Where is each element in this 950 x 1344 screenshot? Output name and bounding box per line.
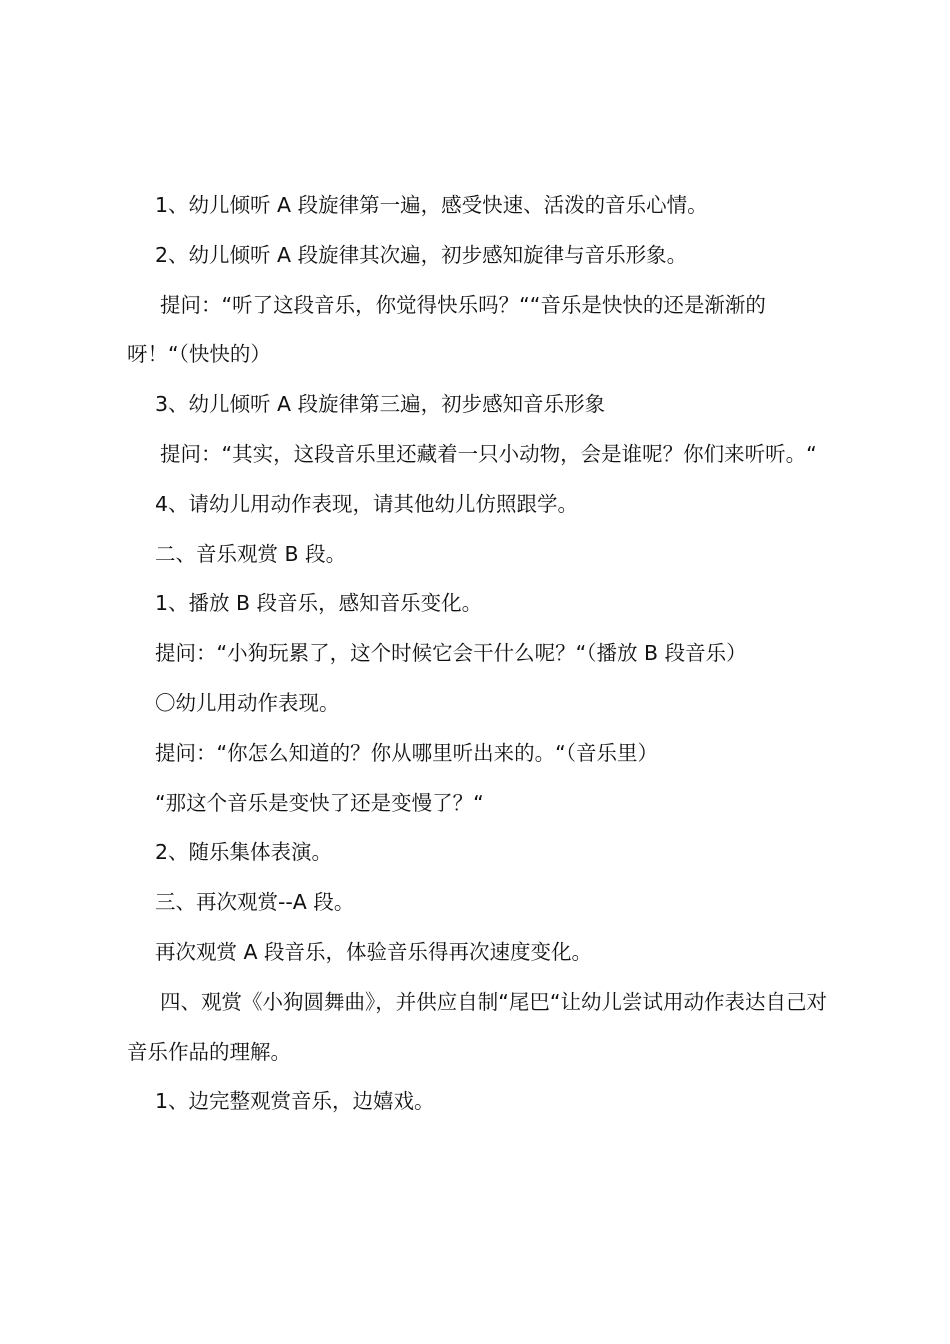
section-heading-4: 四、观赏《小狗圆舞曲》，并供应自制“尾巴“让幼儿尝试用动作表达自己对音乐作品的理解。 [127, 989, 827, 1064]
paragraph-step-2: 2、幼儿倾听 A 段旋律其次遍，初步感知旋律与音乐形象。 [155, 242, 688, 267]
paragraph-question-2: 提问：“其实，这段音乐里还藏着一只小动物，会是谁呢？你们来听听。“ [160, 441, 817, 466]
paragraph-step-4: 4、请幼儿用动作表现，请其他幼儿仿照跟学。 [155, 491, 579, 516]
paragraph-question-4: 提问：“你怎么知道的？你从哪里听出来的。“（音乐里） [155, 740, 658, 765]
document-body [127, 181, 837, 1127]
paragraph-question-1: 提问：“听了这段音乐，你觉得快乐吗？““音乐是快快的还是渐渐的呀！“（快快的） [127, 292, 766, 367]
paragraph-b-step-1: 1、播放 B 段音乐，感知音乐变化。 [155, 591, 483, 616]
paragraph-step-1: 1、幼儿倾听 A 段旋律第一遍，感受快速、活泼的音乐心情。 [155, 193, 708, 217]
section-heading-2: 二、音乐观赏 B 段。 [155, 541, 347, 566]
paragraph-step-3: 3、幼儿倾听 A 段旋律第三遍，初步感知音乐形象 [155, 392, 606, 417]
paragraph-question-3: 提问：“小狗玩累了，这个时候它会干什么呢？“（播放 B 段音乐） [155, 641, 747, 666]
paragraph-final-step-1: 1、边完整观赏音乐，边嬉戏。 [155, 1089, 435, 1114]
section-heading-3: 三、再次观赏--A 段。 [155, 890, 355, 915]
paragraph-a-replay: 再次观赏 A 段音乐，体验音乐得再次速度变化。 [155, 939, 593, 964]
paragraph-action: 〇幼儿用动作表现。 [155, 690, 340, 715]
paragraph-question-5: “那这个音乐是变快了还是变慢了？“ [155, 790, 484, 815]
paragraph-b-step-2: 2、随乐集体表演。 [155, 840, 333, 865]
